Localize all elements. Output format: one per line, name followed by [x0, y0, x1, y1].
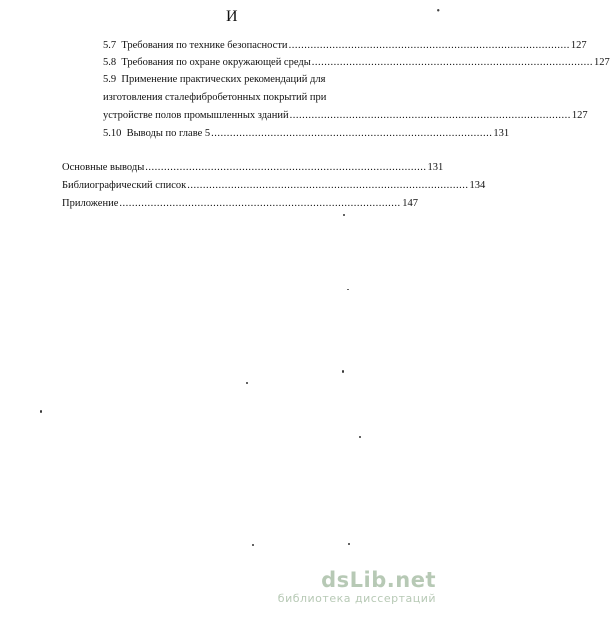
toc-entry-title: устройстве полов промышленных зданий [103, 110, 289, 121]
toc-entry-5-9-line1 [103, 74, 325, 86]
toc-entry-title: Основные выводы [62, 162, 145, 173]
toc-leader: .......................................................................................... [187, 180, 469, 191]
toc-entry-title: Требования по охране окружающей среды [121, 57, 311, 68]
toc-entry-5-9-line3 [103, 110, 588, 122]
toc-leader: .......................................................................................... [145, 162, 427, 173]
toc-entry-number: 5.8 [103, 57, 117, 68]
toc-entry-number: 5.10 [103, 128, 122, 139]
toc-entry-page: 131 [427, 162, 444, 173]
watermark [278, 568, 436, 605]
toc-entry-page: 131 [493, 128, 510, 139]
toc-entry-page: 127 [571, 110, 588, 121]
toc-entry-title: Выводы по главе 5 [126, 128, 211, 139]
toc-entry-conclusions [62, 162, 444, 174]
toc-entry-number: 5.9 [103, 74, 117, 85]
scan-speck [342, 370, 344, 373]
scan-speck [359, 436, 361, 438]
scan-speck [347, 289, 349, 290]
toc-leader: .......................................................................................... [289, 110, 571, 121]
toc-leader: .......................................................................................... [119, 198, 401, 209]
toc-entry-5-7 [103, 40, 587, 52]
toc-entry-page: 147 [402, 198, 418, 209]
toc-leader: .......................................................................................... [211, 128, 493, 139]
toc-entry-title: Требования по технике безопасности [121, 40, 288, 51]
toc-entry-title: Библиографический список [62, 180, 187, 191]
toc-entry-page: 127 [594, 57, 610, 68]
scan-speck [252, 544, 254, 546]
corner-mark: • [436, 6, 440, 17]
toc-entry-5-10 [103, 128, 510, 140]
scan-speck [348, 543, 350, 545]
scan-speck [40, 410, 42, 413]
toc-leader: .......................................................................................... [311, 57, 594, 68]
toc-entry-5-8 [103, 57, 610, 69]
toc-entry-appendix [62, 198, 418, 210]
watermark-subtitle: библиотека диссертаций [277, 592, 436, 605]
toc-entry-number: 5.7 [103, 40, 117, 51]
toc-entry-bibliography [62, 180, 486, 192]
watermark-logo: dsLib.net [321, 568, 436, 592]
scan-speck [343, 214, 345, 216]
toc-leader: .......................................................................................... [288, 40, 570, 51]
page-roman-numeral: И [226, 8, 239, 25]
scan-speck [246, 382, 248, 384]
toc-entry-5-9-line2: изготовления сталефибробетонных покрытий при [103, 92, 327, 103]
toc-entry-title: Приложение [62, 198, 119, 209]
toc-entry-page: 127 [570, 40, 587, 51]
toc-entry-title: Применение практических рекомендаций для [121, 74, 326, 85]
toc-entry-page: 134 [469, 180, 486, 191]
